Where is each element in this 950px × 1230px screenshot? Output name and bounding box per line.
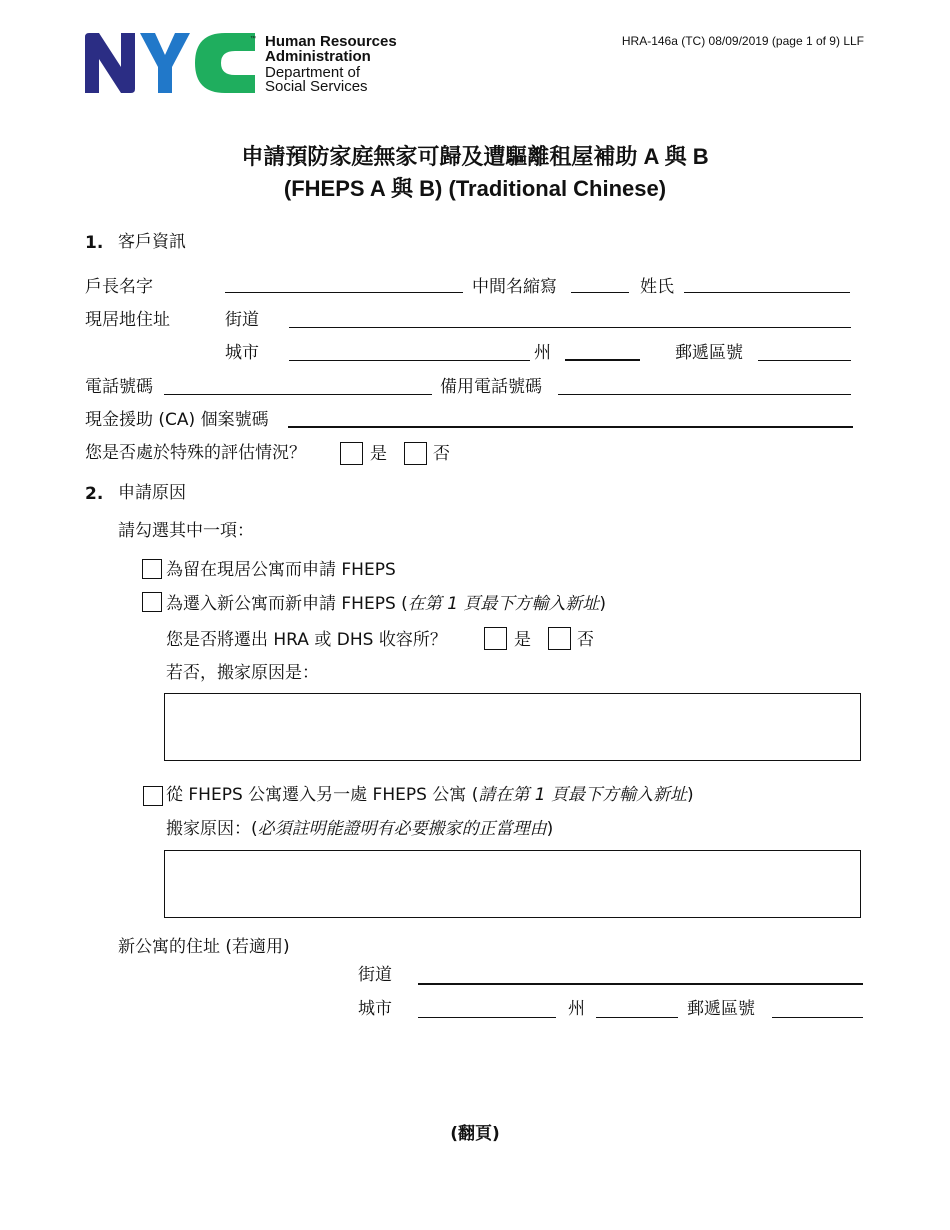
- svg-text:™: ™: [250, 36, 256, 42]
- option-fheps-transfer-label: [166, 785, 694, 805]
- special-assessment-yes-checkbox[interactable]: [340, 442, 363, 465]
- move-reason-label: [166, 819, 553, 839]
- org-name-line2: Administration: [265, 48, 371, 65]
- last-name-label: 姓氏: [640, 277, 674, 297]
- new-street-label: 街道: [358, 965, 392, 985]
- new-street-field[interactable]: [418, 983, 863, 985]
- option-move-new-note: 在第 1 頁最下方輸入新址: [407, 594, 600, 614]
- city-label: 城市: [225, 343, 259, 363]
- option-move-new-text: 為遷入新公寓而新申請 FHEPS (: [166, 594, 408, 614]
- shelter-yes-label: 是: [514, 630, 531, 650]
- middle-initial-label: 中間名縮寫: [472, 277, 557, 297]
- state-field[interactable]: [565, 359, 640, 361]
- new-zip-field[interactable]: [772, 1017, 863, 1018]
- page-title-line2: (FHEPS A 與 B) (Traditional Chinese): [283, 176, 667, 201]
- shelter-no-label: 否: [577, 630, 594, 650]
- shelter-question: 您是否將遷出 HRA 或 DHS 收容所？: [166, 630, 447, 650]
- street-field[interactable]: [289, 327, 851, 328]
- move-reason-textarea[interactable]: [164, 850, 861, 918]
- option-fheps-transfer-note: 請在第 1 頁最下方輸入新址: [478, 785, 687, 805]
- phone-field[interactable]: [164, 394, 432, 395]
- turn-page-note: (翻頁): [450, 1124, 500, 1144]
- new-zip-label: 郵遞區號: [687, 999, 755, 1019]
- last-name-field[interactable]: [684, 292, 850, 293]
- form-id: HRA-146a (TC) 08/09/2019 (page 1 of 9) LLF: [621, 34, 864, 48]
- special-assessment-no-checkbox[interactable]: [404, 442, 427, 465]
- move-reason-text: 搬家原因：(: [166, 819, 258, 839]
- if-no-reason-textarea[interactable]: [164, 693, 861, 761]
- section2-instruction: 請勾選其中一項：: [118, 521, 254, 541]
- section2-number: 2.: [85, 484, 104, 504]
- option-stay-current-checkbox[interactable]: [142, 559, 162, 579]
- nyc-logo-graphic: [85, 33, 260, 93]
- street-label: 街道: [225, 310, 259, 330]
- head-first-name-field[interactable]: [225, 292, 463, 293]
- new-state-label: 州: [568, 999, 585, 1019]
- current-address-label: 現居地住址: [85, 310, 170, 330]
- section1-heading: 客戶資訊: [118, 232, 186, 252]
- section2-heading: 申請原因: [118, 483, 186, 503]
- new-state-field[interactable]: [596, 1017, 678, 1018]
- move-reason-close: ): [546, 819, 554, 839]
- special-assessment-question: 您是否處於特殊的評估情況？: [85, 443, 306, 463]
- zip-field[interactable]: [758, 360, 851, 361]
- ca-case-field[interactable]: [288, 426, 853, 428]
- option-fheps-transfer-text: 從 FHEPS 公寓遷入另一處 FHEPS 公寓 (: [166, 785, 479, 805]
- state-label: 州: [534, 343, 551, 363]
- org-dept-line2: Social Services: [265, 78, 368, 95]
- city-field[interactable]: [289, 360, 530, 361]
- new-city-label: 城市: [358, 999, 392, 1019]
- org-name-line1: Human Resources: [265, 33, 397, 50]
- head-name-label: 戶長名字: [85, 277, 153, 297]
- option-stay-current-label: 為留在現居公寓而申請 FHEPS: [166, 560, 396, 580]
- alt-phone-field[interactable]: [558, 394, 851, 395]
- option-move-new-close: ): [599, 594, 607, 614]
- middle-initial-field[interactable]: [571, 292, 629, 293]
- section1-number: 1.: [85, 233, 104, 253]
- ca-case-label: 現金援助 (CA) 個案號碼: [85, 410, 269, 430]
- phone-label: 電話號碼: [85, 377, 153, 397]
- page-title-line1: 申請預防家庭無家可歸及遭驅離租屋補助 A 與 B: [241, 144, 709, 169]
- new-address-label: 新公寓的住址 (若適用): [118, 937, 290, 957]
- org-dept-line1: Department of: [265, 64, 361, 81]
- zip-label: 郵遞區號: [675, 343, 743, 363]
- special-assessment-no-label: 否: [433, 444, 450, 464]
- nyc-logo: [85, 33, 260, 93]
- option-fheps-transfer-close: ): [686, 785, 694, 805]
- move-reason-note: 必須註明能證明有必要搬家的正當理由: [257, 819, 547, 839]
- option-move-new-checkbox[interactable]: [142, 592, 162, 612]
- option-move-new-label: [166, 594, 606, 614]
- if-no-reason-label: 若否，搬家原因是：: [166, 663, 319, 683]
- alt-phone-label: 備用電話號碼: [440, 377, 542, 397]
- shelter-no-checkbox[interactable]: [548, 627, 571, 650]
- new-city-field[interactable]: [418, 1017, 556, 1018]
- special-assessment-yes-label: 是: [370, 444, 387, 464]
- shelter-yes-checkbox[interactable]: [484, 627, 507, 650]
- option-fheps-transfer-checkbox[interactable]: [143, 786, 163, 806]
